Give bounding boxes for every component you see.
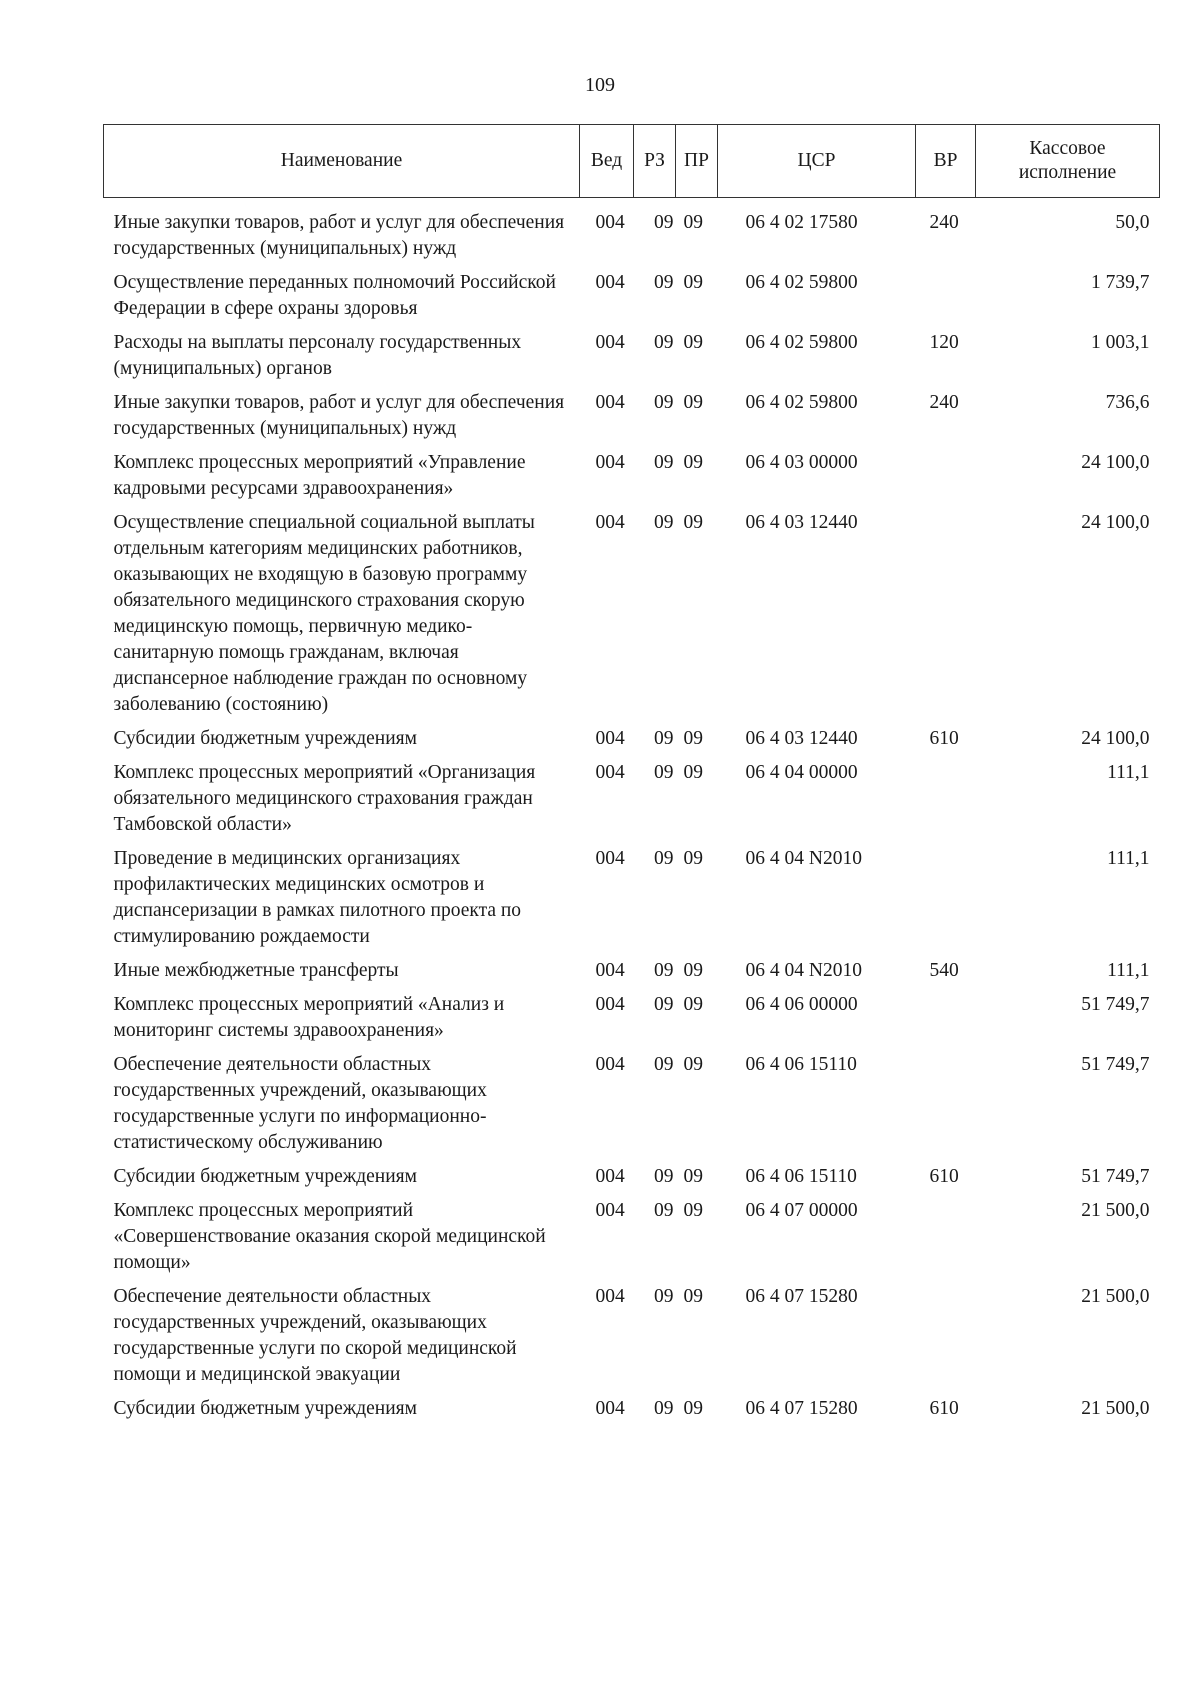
cell-sum: 24 100,0 (1081, 452, 1150, 473)
cell-sum: 111,1 (1107, 762, 1150, 783)
cell-rz: 09 (654, 848, 674, 869)
cell-pr: 09 (683, 1398, 703, 1419)
header-csr: ЦСР (718, 125, 916, 198)
table-row (104, 268, 1160, 328)
cell-rz: 09 (654, 994, 674, 1015)
cell-sum: 736,6 (1105, 392, 1150, 413)
cell-name: Расходы на выплаты персоналу государственных (муниципальных) органов (113, 332, 522, 379)
cell-ved: 004 (595, 1286, 625, 1307)
cell-vr (916, 844, 976, 956)
cell-vr (916, 1196, 976, 1282)
cell-csr: 06 4 02 59800 (745, 392, 858, 413)
cell-csr: 06 4 03 00000 (745, 452, 858, 473)
table-row (104, 758, 1160, 844)
cell-name: Осуществление специальной социальной выплаты отдельным категориям медицинских работников, оказывающих не входящую в базовую программу обязательного медицинского страхования скорую медицинскую помощь, первичную медико-санитарную помощь гражданам, включая диспансерное наблюдение граждан по основному заболеванию (состоянию) (113, 512, 535, 715)
cell-pr: 09 (683, 1054, 703, 1075)
cell-sum: 51 749,7 (1081, 1054, 1150, 1075)
cell-pr: 09 (683, 994, 703, 1015)
table-row (104, 990, 1160, 1050)
header-name: Наименование (104, 125, 580, 198)
cell-name: Субсидии бюджетным учреждениям (113, 728, 417, 749)
cell-vr (916, 268, 976, 328)
cell-csr: 06 4 07 15280 (745, 1286, 858, 1307)
cell-vr (916, 1282, 976, 1394)
cell-ved: 004 (595, 452, 625, 473)
cell-ved: 004 (595, 1166, 625, 1187)
cell-name: Осуществление переданных полномочий Российской Федерации в сфере охраны здоровья (113, 272, 556, 319)
table-row (104, 448, 1160, 508)
cell-vr (916, 990, 976, 1050)
cell-name: Комплекс процессных мероприятий «Анализ и мониторинг системы здравоохранения» (113, 994, 505, 1041)
cell-pr: 09 (683, 762, 703, 783)
cell-vr: 610 (929, 1398, 959, 1419)
cell-ved: 004 (595, 272, 625, 293)
cell-sum: 1 739,7 (1091, 272, 1150, 293)
header-pr: ПР (676, 125, 718, 198)
cell-name: Субсидии бюджетным учреждениям (113, 1398, 417, 1419)
cell-csr: 06 4 03 12440 (745, 512, 858, 533)
cell-name: Обеспечение деятельности областных государственных учреждений, оказывающих государственные услуги по информационно-статистическому обслуживанию (113, 1054, 487, 1153)
cell-csr: 06 4 06 15110 (745, 1054, 857, 1075)
header-vr: ВР (916, 125, 976, 198)
budget-table (103, 124, 1160, 1428)
header-sum: Кассовое исполнение (976, 125, 1160, 198)
cell-rz: 09 (654, 1166, 674, 1187)
cell-pr: 09 (683, 728, 703, 749)
cell-sum: 1 003,1 (1091, 332, 1150, 353)
cell-vr: 610 (929, 1166, 959, 1187)
cell-csr: 06 4 03 12440 (745, 728, 858, 749)
cell-sum: 21 500,0 (1081, 1286, 1150, 1307)
cell-rz: 09 (654, 272, 674, 293)
cell-sum: 24 100,0 (1081, 728, 1150, 749)
cell-pr: 09 (683, 212, 703, 233)
table-row (104, 844, 1160, 956)
cell-vr: 240 (929, 212, 959, 233)
cell-rz: 09 (654, 1054, 674, 1075)
cell-sum: 21 500,0 (1081, 1398, 1150, 1419)
cell-vr (916, 1050, 976, 1162)
cell-sum: 111,1 (1107, 848, 1150, 869)
cell-csr: 06 4 06 15110 (745, 1166, 857, 1187)
cell-csr: 06 4 02 59800 (745, 332, 858, 353)
cell-sum: 21 500,0 (1081, 1200, 1150, 1221)
cell-csr: 06 4 02 17580 (745, 212, 858, 233)
cell-ved: 004 (595, 1200, 625, 1221)
cell-ved: 004 (595, 1054, 625, 1075)
table-row (104, 724, 1160, 758)
table-body (104, 198, 1160, 1429)
table-row (104, 198, 1160, 269)
cell-name: Комплекс процессных мероприятий «Организация обязательного медицинского страхования граждан Тамбовской области» (113, 762, 536, 835)
cell-sum: 51 749,7 (1081, 1166, 1150, 1187)
table-row (104, 956, 1160, 990)
table-row (104, 1394, 1160, 1428)
cell-rz: 09 (654, 1286, 674, 1307)
cell-rz: 09 (654, 452, 674, 473)
cell-rz: 09 (654, 960, 674, 981)
page-number: 109 (585, 74, 615, 96)
cell-rz: 09 (654, 762, 674, 783)
cell-ved: 004 (595, 512, 625, 533)
cell-csr: 06 4 04 N2010 (745, 848, 862, 869)
cell-pr: 09 (683, 848, 703, 869)
cell-vr (916, 758, 976, 844)
cell-rz: 09 (654, 728, 674, 749)
cell-vr (916, 448, 976, 508)
cell-csr: 06 4 04 00000 (745, 762, 858, 783)
table-row (104, 508, 1160, 724)
cell-ved: 004 (595, 1398, 625, 1419)
cell-rz: 09 (654, 332, 674, 353)
cell-pr: 09 (683, 512, 703, 533)
cell-ved: 004 (595, 212, 625, 233)
cell-ved: 004 (595, 332, 625, 353)
cell-rz: 09 (654, 392, 674, 413)
cell-rz: 09 (654, 1200, 674, 1221)
cell-name: Субсидии бюджетным учреждениям (113, 1166, 417, 1187)
cell-csr: 06 4 06 00000 (745, 994, 858, 1015)
cell-name: Иные закупки товаров, работ и услуг для обеспечения государственных (муниципальных) нужд (113, 392, 565, 439)
cell-csr: 06 4 07 00000 (745, 1200, 858, 1221)
cell-ved: 004 (595, 994, 625, 1015)
cell-ved: 004 (595, 392, 625, 413)
cell-rz: 09 (654, 512, 674, 533)
cell-sum: 24 100,0 (1081, 512, 1150, 533)
cell-pr: 09 (683, 272, 703, 293)
cell-ved: 004 (595, 960, 625, 981)
cell-csr: 06 4 04 N2010 (745, 960, 862, 981)
cell-name: Комплекс процессных мероприятий «Управление кадровыми ресурсами здравоохранения» (113, 452, 526, 499)
table-row (104, 1050, 1160, 1162)
table-row (104, 1162, 1160, 1196)
cell-pr: 09 (683, 1200, 703, 1221)
table-row (104, 1282, 1160, 1394)
cell-name: Проведение в медицинских организациях профилактических медицинских осмотров и диспансеризации в рамках пилотного проекта по стимулированию рождаемости (113, 848, 522, 947)
cell-pr: 09 (683, 452, 703, 473)
cell-rz: 09 (654, 1398, 674, 1419)
cell-vr: 120 (929, 332, 959, 353)
cell-vr (916, 508, 976, 724)
cell-csr: 06 4 07 15280 (745, 1398, 858, 1419)
cell-ved: 004 (595, 728, 625, 749)
cell-sum: 111,1 (1107, 960, 1150, 981)
table-row (104, 1196, 1160, 1282)
cell-name: Обеспечение деятельности областных государственных учреждений, оказывающих государственные услуги по скорой медицинской помощи и медицинской эвакуации (113, 1286, 517, 1385)
cell-name: Комплекс процессных мероприятий «Совершенствование оказания скорой медицинской помощи» (113, 1200, 546, 1273)
cell-sum: 51 749,7 (1081, 994, 1150, 1015)
cell-csr: 06 4 02 59800 (745, 272, 858, 293)
cell-rz: 09 (654, 212, 674, 233)
cell-pr: 09 (683, 960, 703, 981)
cell-pr: 09 (683, 332, 703, 353)
cell-vr: 610 (929, 728, 959, 749)
header-rz: РЗ (634, 125, 676, 198)
cell-name: Иные закупки товаров, работ и услуг для обеспечения государственных (муниципальных) нужд (113, 212, 565, 259)
cell-ved: 004 (595, 762, 625, 783)
table-row (104, 388, 1160, 448)
cell-pr: 09 (683, 392, 703, 413)
cell-pr: 09 (683, 1166, 703, 1187)
cell-ved: 004 (595, 848, 625, 869)
header-ved: Вед (580, 125, 634, 198)
cell-sum: 50,0 (1115, 212, 1150, 233)
table-header (104, 125, 1160, 198)
cell-vr: 240 (929, 392, 959, 413)
cell-pr: 09 (683, 1286, 703, 1307)
table-row (104, 328, 1160, 388)
cell-vr: 540 (929, 960, 959, 981)
cell-name: Иные межбюджетные трансферты (113, 960, 399, 981)
